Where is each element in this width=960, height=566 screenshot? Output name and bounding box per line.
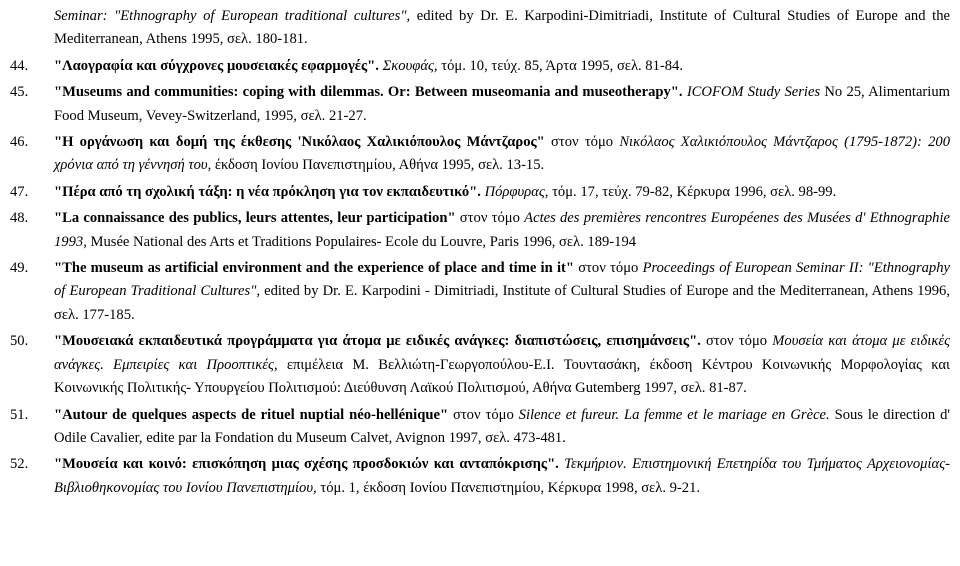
entry-source: Νικόλαος Χαλικιόπουλος Μάντζαρος (1795-1872): 200 χρόνια από τη γέννησή του, — [54, 134, 950, 174]
entry-title: "Πέρα από τη σχολική τάξη: η νέα πρόκληση για τον εκπαιδευτικό". — [54, 183, 481, 200]
entry-title: "Λαογραφία και σύγχρονες μουσειακές εφαρμογές". — [54, 57, 379, 74]
entry-number: 49. — [10, 260, 29, 277]
entry-text: στον τόμο — [448, 406, 519, 423]
entry-text: Musée National des Arts et Traditions Populaires- Ecole du Louvre, Paris 1996, σελ. 189-194 — [86, 233, 637, 250]
entry-text: edited by Dr. E. Karpodini - Dimitriadi, Institute of Cultural Studies of Europe and the Mediterranean, Athens 1996, σελ. 177-185. — [54, 283, 950, 323]
entry-number: 48. — [10, 210, 29, 227]
entry-title: "The museum as artificial environment and the experience of place and time in it" — [54, 260, 574, 277]
entry-title: "Η οργάνωση και δομή της έκθεσης 'Νικόλαος Χαλικιόπουλος Μάντζαρος" — [54, 134, 545, 151]
bibliography-entry — [10, 55, 950, 78]
entry-text: τόμ. 17, τεύχ. 79-82, Κέρκυρα 1996, σελ. 98-99. — [548, 183, 837, 200]
entry-text: στον τόμο — [700, 333, 773, 350]
entry-number: 51. — [10, 406, 29, 423]
entry-number: 44. — [10, 57, 29, 74]
entry-text: έκδοση Ιονίου Πανεπιστημίου, Αθήνα 1995, σελ. 13-15. — [211, 157, 545, 174]
entry-text: στον τόμο — [455, 210, 525, 227]
bibliography-entry — [10, 404, 950, 451]
entry-source: Σκουφάς, — [382, 57, 438, 74]
entry-text: Seminar: "Ethnography of European traditional cultures", — [54, 8, 411, 24]
entry-number: 47. — [10, 183, 29, 200]
entry-source: Silence et fureur. La femme et le mariage en Grèce. — [518, 406, 830, 423]
entry-number: 50. — [10, 333, 29, 350]
entry-text: edited by Dr. E. Karpodini-Dimitriadi, Institute of Cultural Studies of Europe and the Mediterranean, Athens 1995, σελ. 180-181. — [54, 8, 950, 48]
entry-number: 52. — [10, 456, 29, 473]
entry-source: Μουσεία και άτομα με ειδικές ανάγκες. Εμπειρίες και Προοπτικές, — [54, 333, 950, 373]
entry-text: στον τόμο — [573, 260, 643, 277]
bibliography-entry — [10, 181, 950, 204]
entry-title: "Autour de quelques aspects de rituel nuptial néo-hellénique" — [54, 406, 449, 423]
bibliography-entry — [10, 257, 950, 327]
entry-source: Τεκμήριον. Επιστημονική Επετηρίδα του Τμήματος Αρχειονομίας-Βιβλιοθηκονομίας του Ιονίου Πανεπιστημίου, — [54, 456, 950, 496]
entry-text: No 25, Alimentarium Food Museum, Vevey-Switzerland, 1995, σελ. 21-27. — [54, 84, 950, 124]
entry-title: "La connaissance des publics, leurs attentes, leur participation" — [54, 210, 456, 227]
entry-title: "Μουσειακά εκπαιδευτικά προγράμματα για άτομα με ειδικές ανάγκες: διαπιστώσεις, επισημάνσεις". — [54, 333, 701, 350]
entry-text: Sous le direction d' Odile Cavalier, edite par la Fondation du Museum Calvet, Avignon 1997, σελ. 473-481. — [54, 406, 951, 446]
bibliography-entry — [10, 81, 950, 128]
entry-title: "Museums and communities: coping with dilemmas. Or: Between museomania and museotherapy". — [54, 84, 683, 101]
bibliography-entry — [10, 131, 950, 178]
entry-source: ICOFOM Study Series — [686, 84, 821, 101]
entry-number: 46. — [10, 134, 29, 151]
entry-source: Actes des premières rencontres Européenes des Musées d' Ethnographie 1993, — [54, 210, 950, 250]
bibliography-entry — [10, 330, 950, 400]
entry-text: στον τόμο — [544, 134, 620, 151]
bibliography-entry — [10, 453, 950, 500]
bibliography-entry — [10, 5, 950, 52]
entry-source: Πόρφυρας, — [484, 183, 549, 200]
entry-text: τόμ. 1, έκδοση Ιονίου Πανεπιστημίου, Κέρκυρα 1998, σελ. 9-21. — [316, 479, 701, 496]
entry-number: 45. — [10, 84, 29, 101]
entry-title: "Μουσεία και κοινό: επισκόπηση μιας σχέσης προσδοκιών και ανταπόκρισης". — [54, 456, 559, 473]
entry-text: τόμ. 10, τεύχ. 85, Άρτα 1995, σελ. 81-84. — [437, 57, 684, 74]
entry-text: επιμέλεια Μ. Βελλιώτη-Γεωργοπούλου-Ε.Ι. Τουντασάκη, έκδοση Κέντρου Κοινωνικής Μορφολογίας και Κοινωνικής Πολιτικής- Υπουργείου Πολιτισμού: Διεύθυνση Λαϊκού Πολιτισμού, Αθήνα Gutemberg 1997, σελ. 81-87. — [54, 356, 950, 397]
entry-source: Proceedings of European Seminar II: "Ethnography of European Traditional Cultures", — [54, 260, 951, 300]
bibliography-entry — [10, 207, 950, 254]
